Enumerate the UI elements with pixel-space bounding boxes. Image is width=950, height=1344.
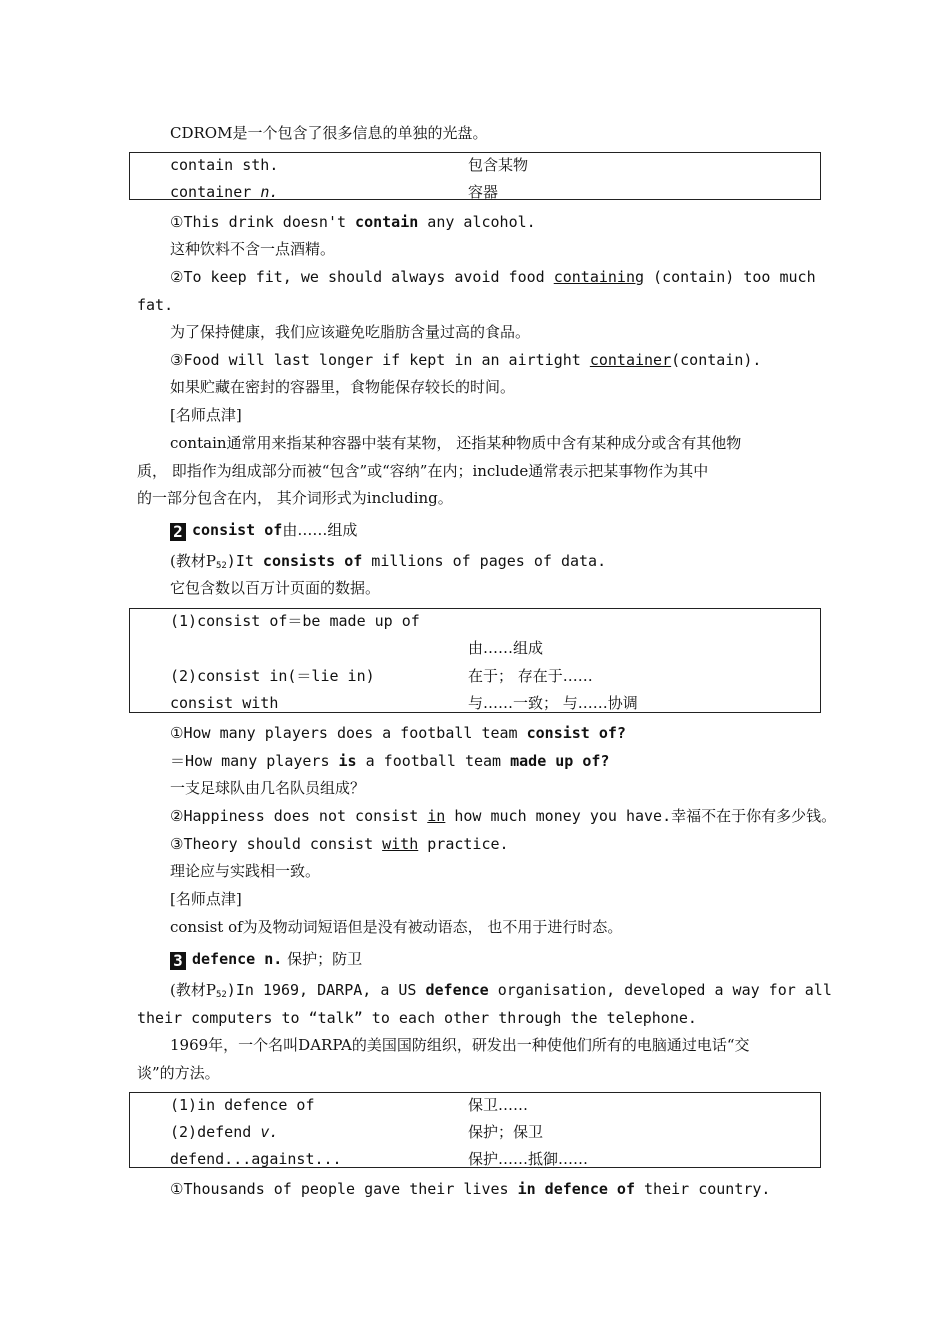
teacher-note-line: 的一部分包含在内， 其介词形式为including。 — [137, 489, 453, 507]
table-cell: 与……一致； 与……协调 — [468, 694, 638, 712]
example-3: ③Theory should consist with practice. — [170, 835, 509, 853]
table-cell: (2)consist in(＝lie in) — [170, 667, 375, 685]
textbook-source-sentence: (教材$P_{52})In$ 1969, DARPA, a US defence organisation, developed a way for all — [170, 981, 832, 1000]
vocab-table-consist — [129, 608, 821, 713]
table-cell: 包含某物 — [468, 156, 529, 174]
teacher-note-line: 质， 即指作为组成部分而被“包含”或“容纳”在内；include通常表示把某事物作为其中 — [137, 462, 709, 480]
table-cell: 由……组成 — [468, 639, 544, 657]
textbook-source-translation: 它包含数以百万计页面的数据。 — [170, 579, 381, 597]
table-cell: consist with — [170, 694, 279, 712]
section-number-badge: 3 — [170, 952, 186, 970]
teacher-note-label: [名师点津] — [170, 890, 242, 908]
example-1-alternative: ＝How many players is a football team made up of? — [170, 752, 610, 770]
textbook-source-translation: 1969年，一个名叫DARPA的美国国防组织，研发出一种使他们所有的电脑通过电话“交 — [170, 1036, 750, 1054]
vocab-table-contain — [129, 152, 821, 200]
textbook-source-translation-continued: 谈”的方法。 — [137, 1064, 220, 1082]
intro-chinese-sentence: CDROM是一个包含了很多信息的单独的光盘。 — [170, 124, 488, 142]
example-2: ②To keep fit, we should always avoid food containing (contain) too much — [170, 268, 816, 286]
example-3: ③Food will last longer if kept in an airtight container(contain). — [170, 351, 762, 369]
teacher-note-label: [名师点津] — [170, 406, 242, 424]
table-cell: (1)consist of＝be made up of — [170, 612, 420, 630]
example-3-translation: 如果贮藏在密封的容器里，食物能保存较长的时间。 — [170, 378, 516, 396]
textbook-source-sentence-continued: their computers to “talk” to each other through the telephone. — [137, 1009, 697, 1027]
table-cell: (2)defend v. — [170, 1123, 279, 1141]
vocab-table-defence — [129, 1092, 821, 1168]
table-cell: 保卫…… — [468, 1096, 529, 1114]
example-2: ②Happiness does not consist in how much money you have.幸福不在于你有多少钱。 — [170, 807, 837, 825]
table-cell: defend...against... — [170, 1150, 342, 1168]
example-1: ①This drink doesn't contain any alcohol. — [170, 213, 536, 231]
section-heading-defence: 3 defence n. 保护；防卫 — [170, 949, 362, 970]
textbook-source-sentence: (教材$P_{52})It$ consists of millions of pages of data. — [170, 552, 607, 571]
teacher-note-line: contain通常用来指某种容器中装有某物， 还指某种物质中含有某种成分或含有其他物 — [170, 434, 742, 452]
example-2-continued: fat. — [137, 296, 174, 314]
table-cell: (1)in defence of — [170, 1096, 315, 1114]
example-1-translation: 一支足球队由几名队员组成？ — [170, 779, 366, 797]
table-cell: 在于； 存在于…… — [468, 667, 593, 685]
table-cell: container n. — [170, 183, 279, 201]
table-cell: 保护……抵御…… — [468, 1150, 589, 1168]
example-2-translation: 为了保持健康，我们应该避免吃脂肪含量过高的食品。 — [170, 323, 531, 341]
section-number-badge: 2 — [170, 523, 186, 541]
example-1: ①How many players does a football team consist of? — [170, 724, 626, 742]
section-heading-consist-of: 2 consist of由……组成 — [170, 520, 357, 541]
table-cell: 保护；保卫 — [468, 1123, 544, 1141]
table-cell: 容器 — [468, 183, 499, 201]
table-cell: contain sth. — [170, 156, 279, 174]
example-3-translation: 理论应与实践相一致。 — [170, 862, 321, 880]
example-1-translation: 这种饮料不含一点酒精。 — [170, 240, 336, 258]
example-1: ①Thousands of people gave their lives in defence of their country. — [170, 1180, 771, 1198]
teacher-note-line: consist of为及物动词短语但是没有被动语态， 也不用于进行时态。 — [170, 918, 623, 936]
